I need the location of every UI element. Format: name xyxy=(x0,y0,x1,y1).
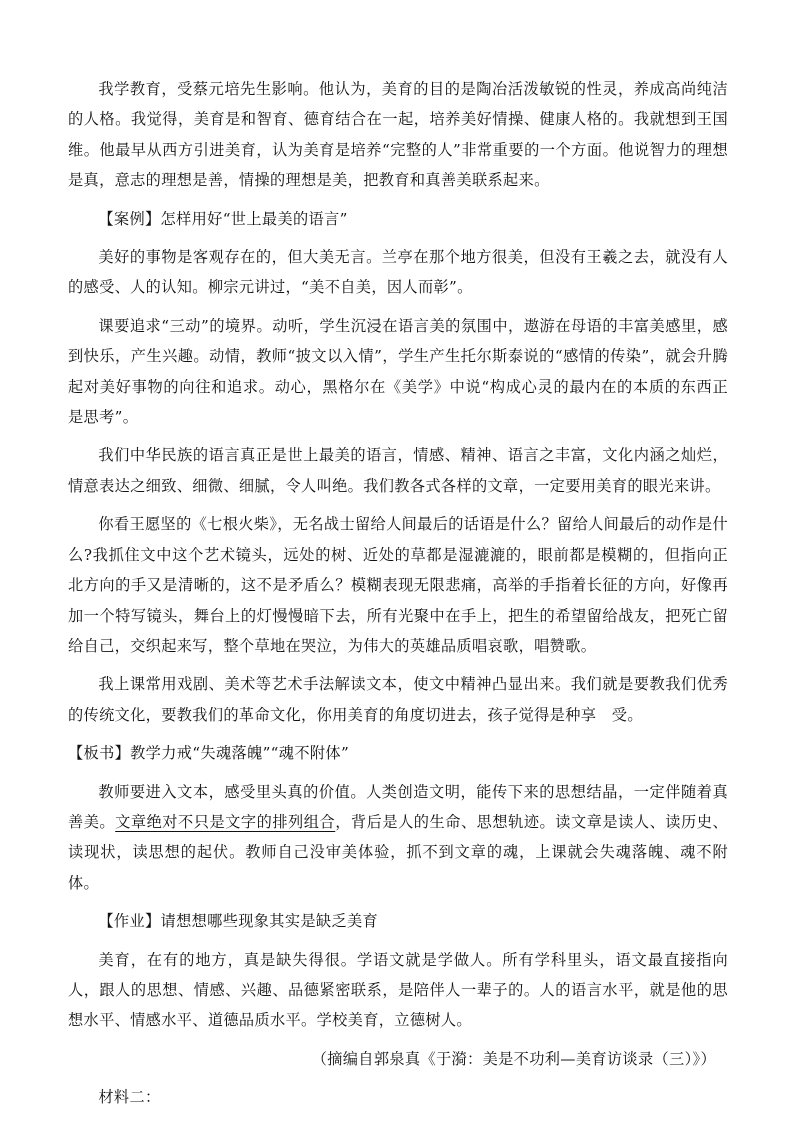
section-heading-blackboard: 【板书】教学力戒“失魂落魄”“魂不附体” xyxy=(68,744,350,763)
underlined-phrase: 文章绝对不只是文字的排列组合 xyxy=(115,812,336,831)
paragraph-7 xyxy=(68,777,728,899)
paragraph-2: 美好的事物是客观存在的，但大美无言。兰亭在那个地方很美，但没有王羲之去，就没有人的感受、人的认知。柳宗元讲过，“美不自美，因人而彰”。 xyxy=(68,248,728,297)
paragraph-7-tail: ，背后是人的生命、思想轨迹。读文章是读人、读历史、读现状，读思想的起伏。教师自己没审美体验，抓不到文章的魂，上课就会失魂落魄、魂不附体。 xyxy=(68,812,728,892)
source-citation: （摘编自郭泉真《于漪：美是不功利—美育访谈录（三）》） xyxy=(311,1049,716,1068)
paragraph-1: 我学教育，受蔡元培先生影响。他认为，美育的目的是陶冶活泼敏锐的性灵，养成高尚纯洁的人格。我觉得，美育是和智育、德育结合在一起，培养美好情操、健康人格的。我就想到王国维。他最早从西方引进美育，认为美育是培养“完整的人”非常重要的一个方面。他说智力的理想是真，意志的理想是善，情操的理想是美，把教育和真善美联系起来。 xyxy=(68,80,728,190)
paragraph-8: 美育，在有的地方，真是缺失得很。学语文就是学做人。所有学科里头，语文最直接指向人，跟人的思想、情感、兴趣、品德紧密联系，是陪伴人一辈子的。人的语言水平，就是他的思想水平、情感水平、道德品质水平。学校美育，立德树人。 xyxy=(68,950,728,1030)
paragraph-4: 我们中华民族的语言真正是世上最美的语言，情感、精神、语言之丰富，文化内涵之灿烂，情意表达之细致、细微、细腻，令人叫绝。我们教各式各样的文章，一定要用美育的眼光来讲。 xyxy=(68,446,728,495)
paragraph-5: 你看王愿坚的《七根火柴》，无名战士留给人间最后的话语是什么？留给人间最后的动作是什么?我抓住文中这个艺术镜头，远处的树、近处的草都是湿漉漉的，眼前都是模糊的，但指向正北方向的手又是清晰的，这不是矛盾么？模糊表现无限悲痛，高举的手指着长征的方向，好像再加一个特写镜头，舞台上的灯慢慢暗下去，所有光聚中在手上，把生的希望留给战友，把死亡留给自己，交织起来写，整个草地在哭泣，为伟大的英雄品质唱哀歌，唱赞歌。 xyxy=(68,515,728,655)
section-heading-case: 【案例】怎样用好“世上最美的语言” xyxy=(98,209,348,228)
paragraph-3: 课要追求“三动”的境界。动听，学生沉浸在语言美的氛围中，遨游在母语的丰富美感里，感到快乐，产生兴趣。动情，教师“披文以入情”，学生产生托尔斯泰说的“感情的传染”，就会升腾起对美好事物的向往和追求。动心，黑格尔在《美学》中说“构成心灵的最内在的本质的东西正是思考”。 xyxy=(68,316,728,427)
article-body xyxy=(68,74,728,1121)
section-heading-homework: 【作业】请想想哪些现象其实是缺乏美育 xyxy=(98,912,379,931)
paragraph-6: 我上课常用戏剧、美术等艺术手法解读文本，使文中精神凸显出来。我们就是要教我们优秀的传统文化，要教我们的革命文化，你用美育的角度切进去，孩子觉得是种享 受。 xyxy=(68,675,728,724)
paragraph-7-lead: 教师要进入文本，感受里头真的价值。人类创造文明，能传下来的思想结晶，一定伴随着真善美。 xyxy=(68,782,728,831)
material-2-label: 材料二： xyxy=(98,1088,161,1107)
